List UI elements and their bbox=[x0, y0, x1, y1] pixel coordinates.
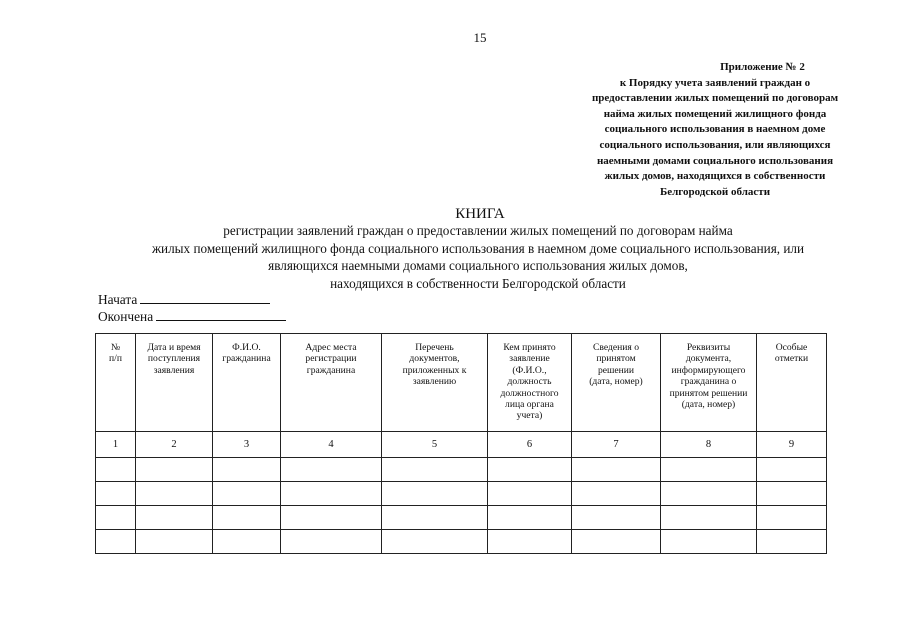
appendix-heading bbox=[560, 60, 870, 200]
table-cell bbox=[213, 481, 281, 505]
table-cell bbox=[213, 529, 281, 553]
column-header: Перечень документов, приложенных к заявлению bbox=[382, 334, 488, 432]
appendix-line: социального использования в наемном доме bbox=[604, 123, 826, 136]
appendix-line: жилых домов, находящихся в собственности bbox=[604, 170, 826, 183]
page-number: 15 bbox=[473, 30, 487, 45]
table-row bbox=[96, 481, 827, 505]
table-cell bbox=[661, 529, 757, 553]
table-cell bbox=[661, 505, 757, 529]
end-date-field bbox=[98, 308, 286, 325]
table-cell bbox=[661, 481, 757, 505]
table-cell bbox=[281, 529, 382, 553]
table-row bbox=[96, 505, 827, 529]
book-subtitle-line: являющихся наемными домами социального использования жилых домов, bbox=[268, 258, 688, 273]
appendix-line: наемными домами социального использования bbox=[596, 154, 834, 167]
table-cell bbox=[572, 529, 661, 553]
book-subtitle-line: находящихся в собственности Белгородской области bbox=[330, 275, 626, 291]
appendix-line: Приложение № 2 bbox=[720, 61, 805, 73]
table-cell bbox=[757, 505, 827, 529]
start-date-label: Начата bbox=[98, 292, 138, 307]
column-number: 3 bbox=[213, 432, 281, 457]
column-number: 7 bbox=[572, 432, 661, 457]
table-cell bbox=[488, 529, 572, 553]
table-cell bbox=[96, 505, 136, 529]
column-header: Дата и время поступления заявления bbox=[136, 334, 213, 432]
column-header: Особые отметки bbox=[757, 334, 827, 432]
table-cell bbox=[281, 505, 382, 529]
book-subtitle-line: регистрации заявлений граждан о предоставлении жилых помещений по договорам найма bbox=[223, 223, 733, 238]
table-cell bbox=[136, 505, 213, 529]
appendix-line: социального использования, или являющихся bbox=[599, 138, 831, 151]
column-number: 2 bbox=[136, 432, 213, 457]
table-cell bbox=[572, 505, 661, 529]
table-cell bbox=[488, 457, 572, 481]
table-cell bbox=[488, 505, 572, 529]
column-number: 8 bbox=[661, 432, 757, 457]
table-cell bbox=[281, 457, 382, 481]
table-cell bbox=[572, 457, 661, 481]
table-cell bbox=[281, 481, 382, 505]
column-header: № п/п bbox=[96, 334, 136, 432]
table-cell bbox=[213, 505, 281, 529]
start-date-blank bbox=[140, 291, 270, 304]
column-header: Сведения о принятом решении (дата, номер) bbox=[572, 334, 661, 432]
column-header: Кем принято заявление (Ф.И.О., должность должностного лица органа учета) bbox=[488, 334, 572, 432]
appendix-line: найма жилых помещений жилищного фонда bbox=[603, 107, 827, 120]
table-cell bbox=[382, 529, 488, 553]
end-date-label: Окончена bbox=[98, 309, 154, 324]
table-cell bbox=[757, 529, 827, 553]
appendix-line: предоставлении жилых помещений по договорам bbox=[591, 92, 839, 105]
appendix-line: к Порядку учета заявлений граждан о bbox=[619, 76, 811, 89]
column-header: Адрес места регистрации гражданина bbox=[281, 334, 382, 432]
table-cell bbox=[96, 457, 136, 481]
table-cell bbox=[757, 481, 827, 505]
table-cell bbox=[382, 505, 488, 529]
book-subtitle-line: жилых помещений жилищного фонда социального использования в наемном доме социального использования, или bbox=[151, 240, 805, 256]
table-row bbox=[96, 529, 827, 553]
table-cell bbox=[96, 529, 136, 553]
column-header: Реквизиты документа, информирующего гражданина о принятом решении (дата, номер) bbox=[661, 334, 757, 432]
table-cell bbox=[488, 481, 572, 505]
table-cell bbox=[382, 457, 488, 481]
table-cell bbox=[96, 481, 136, 505]
end-date-blank bbox=[156, 308, 286, 321]
column-number: 9 bbox=[757, 432, 827, 457]
table-cell bbox=[136, 529, 213, 553]
table-cell bbox=[213, 457, 281, 481]
table-cell bbox=[572, 481, 661, 505]
table-cell bbox=[136, 481, 213, 505]
table-row bbox=[96, 457, 827, 481]
table-cell bbox=[136, 457, 213, 481]
table-header-row bbox=[96, 334, 827, 432]
column-number: 4 bbox=[281, 432, 382, 457]
book-subtitle bbox=[88, 222, 868, 292]
appendix-line: Белгородской области bbox=[659, 185, 771, 198]
registration-table bbox=[95, 333, 827, 554]
table-cell bbox=[382, 481, 488, 505]
book-title: КНИГА bbox=[455, 206, 505, 222]
table-cell bbox=[757, 457, 827, 481]
column-number: 1 bbox=[96, 432, 136, 457]
table-cell bbox=[661, 457, 757, 481]
start-date-field bbox=[98, 291, 270, 308]
column-header: Ф.И.О. гражданина bbox=[213, 334, 281, 432]
column-number: 5 bbox=[382, 432, 488, 457]
column-number-row bbox=[96, 432, 827, 457]
column-number: 6 bbox=[488, 432, 572, 457]
